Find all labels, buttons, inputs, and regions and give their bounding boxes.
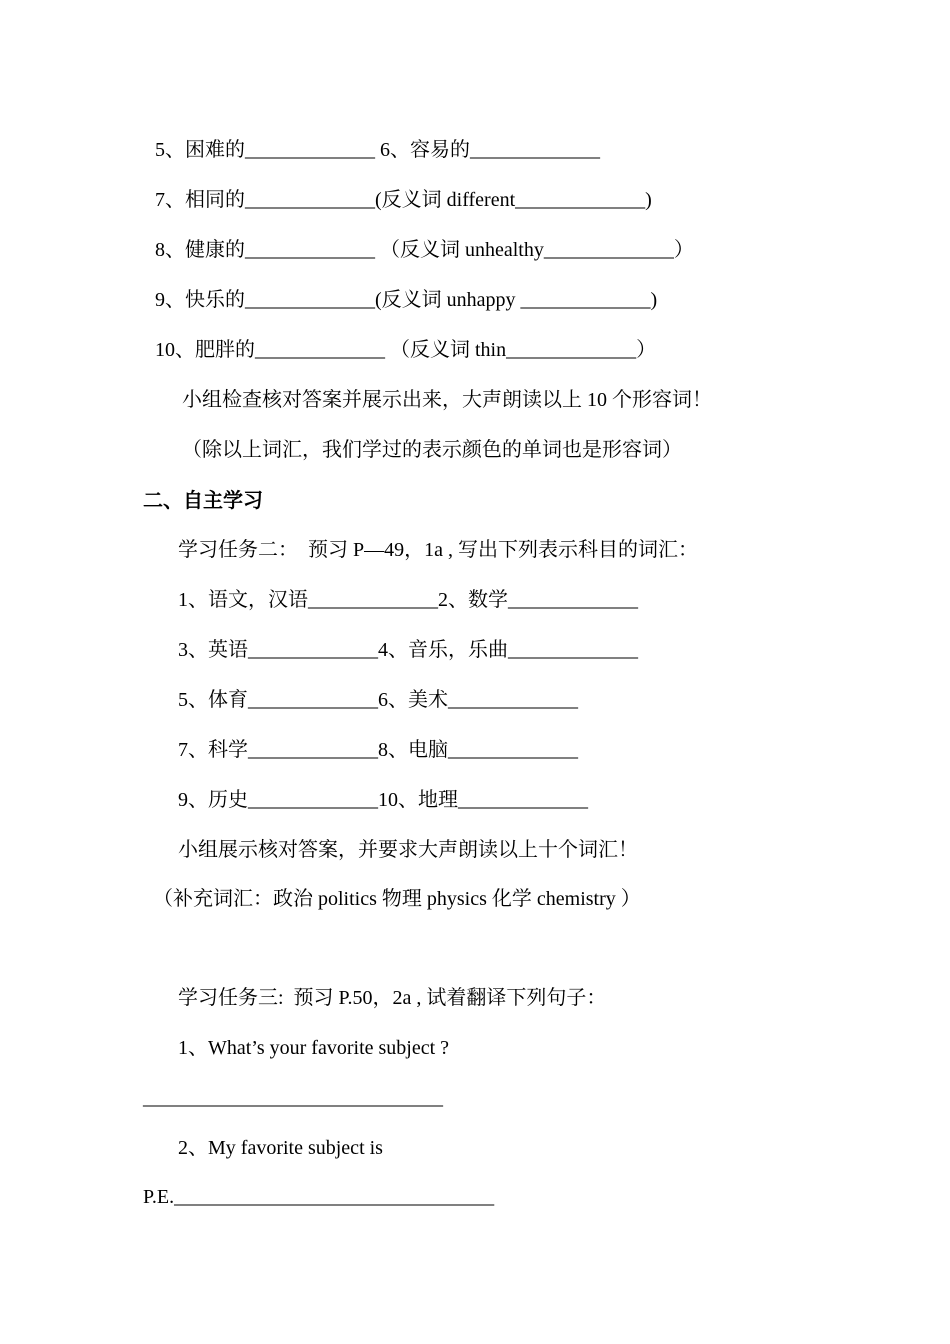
- adjectives-instruction: 小组检查核对答案并展示出来，大声朗读以上 10 个形容词！: [182, 389, 712, 411]
- adjective-line-2: 7、相同的_____________(反义词 different_____________): [155, 189, 652, 211]
- section-heading: 二、自主学习: [143, 488, 263, 512]
- supplementary-vocabulary: （补充词汇：政治 politics 物理 physics 化学 chemistry ）: [153, 888, 641, 910]
- answer-line-1: ______________________________: [143, 1087, 443, 1109]
- adjective-line-1: 5、困难的_____________ 6、容易的_____________: [155, 139, 600, 161]
- task-three-title: 学习任务三: 预习 P.50，2a , 试着翻译下列句子：: [178, 987, 607, 1009]
- adjective-line-5: 10、肥胖的_____________ （反义词 thin_____________）: [155, 339, 657, 361]
- answer-line-2: P.E.________________________________: [143, 1186, 495, 1208]
- subject-line-4: 7、科学_____________8、电脑_____________: [178, 739, 578, 761]
- subject-line-1: 1、语文，汉语_____________2、数学_____________: [178, 589, 638, 611]
- question-1: 1、What’s your favorite subject ?: [178, 1037, 450, 1059]
- subject-line-2: 3、英语_____________4、音乐，乐曲_____________: [178, 639, 638, 661]
- adjectives-colors-note: （除以上词汇，我们学过的表示颜色的单词也是形容词）: [182, 439, 682, 461]
- question-2: 2、My favorite subject is: [178, 1137, 383, 1159]
- adjective-line-4: 9、快乐的_____________(反义词 unhappy _____________): [155, 289, 658, 311]
- subjects-instruction: 小组展示核对答案，并要求大声朗读以上十个词汇！: [178, 839, 638, 861]
- adjective-line-3: 8、健康的_____________ （反义词 unhealthy_____________）: [155, 239, 694, 261]
- subject-line-3: 5、体育_____________6、美术_____________: [178, 689, 578, 711]
- subject-line-5: 9、历史_____________10、地理_____________: [178, 789, 588, 811]
- task-two-title: 学习任务二： 预习 P—49，1a , 写出下列表示科目的词汇：: [178, 539, 698, 561]
